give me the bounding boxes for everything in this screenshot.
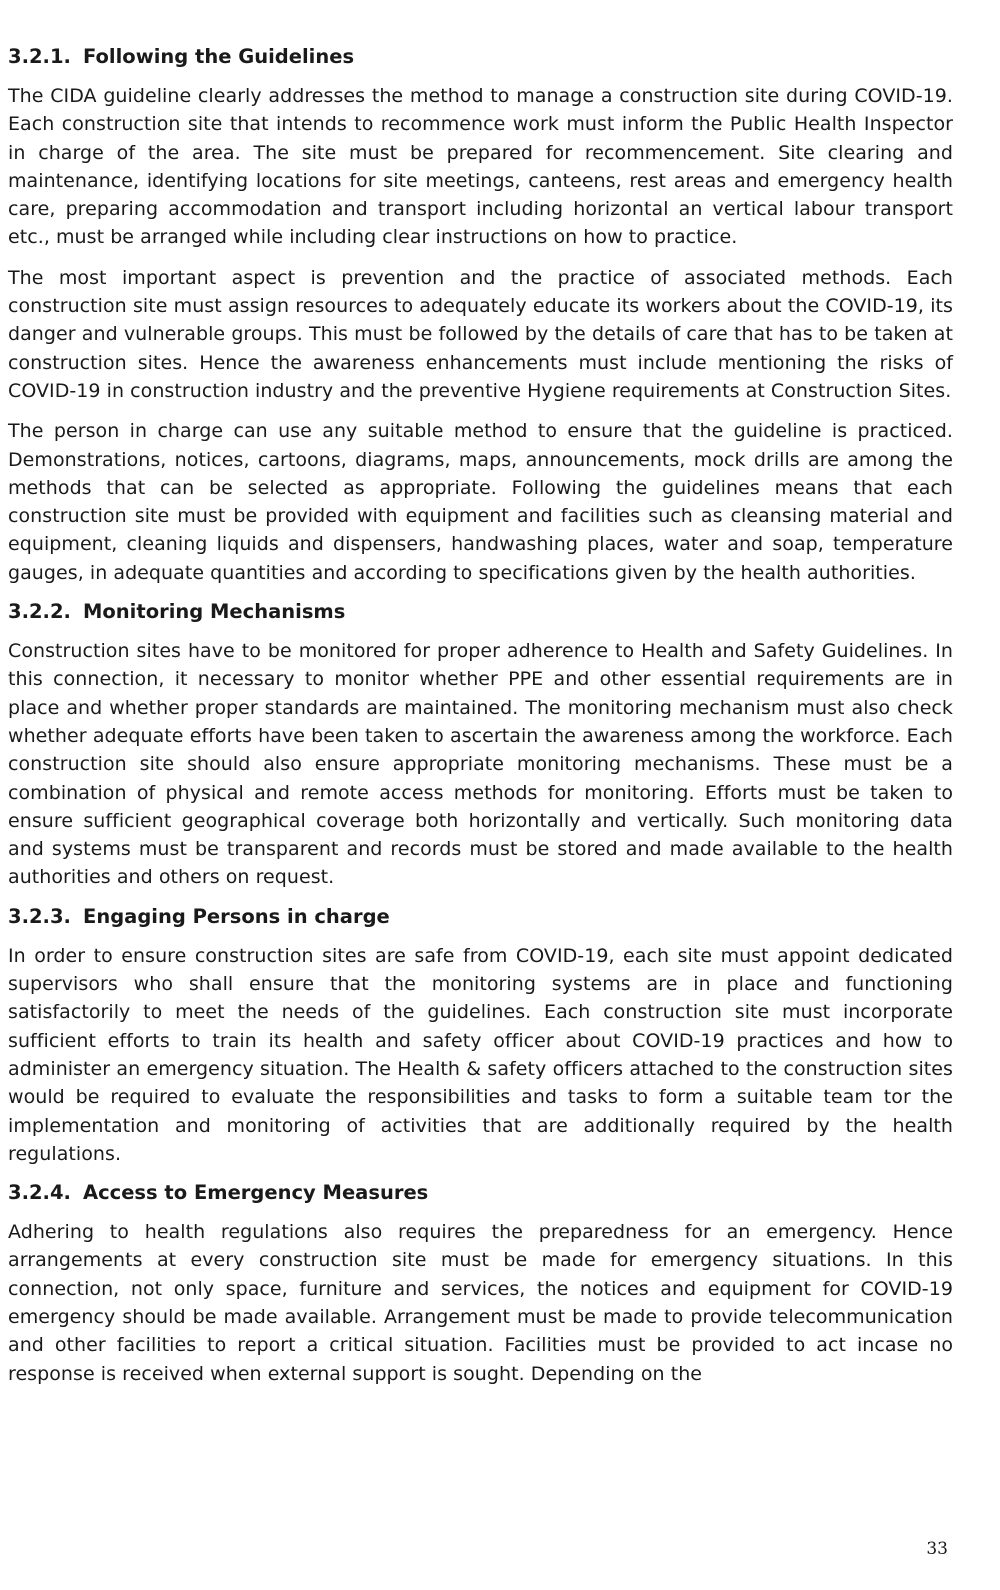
section-title: Monitoring Mechanisms [83,600,346,624]
section-3-2-3 [8,904,953,1168]
section-number: 3.2.3. [8,904,71,928]
section-number: 3.2.4. [8,1181,71,1205]
paragraph: Construction sites have to be monitored for proper adherence to Health and Safety Guidelines. In this connection, it necessary to monitor whether PPE and other essential requirements are in place and whether proper standards are maintained. The monitoring mechanism must also check whether adequate efforts have been taken to ascertain the awareness among the workforce. Each construction site should also ensure appropriate monitoring mechanisms. These must be a combination of physical and remote access methods for monitoring. Efforts must be taken to ensure sufficient geographical coverage both horizontally and vertically. Such monitoring data and systems must be transparent and records must be stored and made available to the health authorities and others on request. [8,640,953,889]
paragraph: In order to ensure construction sites are safe from COVID-19, each site must appoint dedicated supervisors who shall ensure that the monitoring systems are in place and functioning satisfactorily to meet the needs of the guidelines. Each construction site must incorporate sufficient efforts to train its health and safety officer about COVID-19 practices and how to administer an emergency situation. The Health & safety officers attached to the construction sites would be required to evaluate the responsibilities and tasks to form a suitable team tor the implementation and monitoring of activities that are additionally required by the health regulations. [8,944,953,1165]
document-page [8,44,953,1400]
section-heading [8,904,953,930]
section-heading [8,1180,953,1206]
paragraph: The most important aspect is prevention and the practice of associated methods. Each construction site must assign resources to adequately educate its workers about the COVID-19, its danger and vulnerable groups. This must be followed by the details of care that has to be taken at construction sites. Hence the awareness enhancements must include mentioning the risks of COVID-19 in construction industry and the preventive Hygiene requirements at Construction Sites. [8,266,953,402]
section-title: Engaging Persons in charge [83,904,390,928]
section-title: Following the Guidelines [83,45,355,68]
section-title: Access to Emergency Measures [83,1181,429,1205]
section-3-2-2 [8,599,953,892]
paragraph: Adhering to health regulations also requires the preparedness for an emergency. Hence arrangements at every construction site must be made for emergency situations. In this connection, not only space, furniture and services, the notices and equipment for COVID-19 emergency should be made available. Arrangement must be made to provide telecommunication and other facilities to report a critical situation. Facilities must be provided to act incase no response is received when external support is sought. Depending on the [8,1221,953,1385]
section-heading [8,44,953,70]
section-number: 3.2.2. [8,600,71,624]
section-3-2-1 [8,44,953,587]
section-number: 3.2.1. [8,45,71,68]
section-heading [8,599,953,625]
page-number: 33 [926,1539,948,1559]
paragraph: The person in charge can use any suitable method to ensure that the guideline is practiced. Demonstrations, notices, cartoons, diagrams, maps, announcements, mock drills are among the methods that can be selected as appropriate. Following the guidelines means that each construction site must be provided with equipment and facilities such as cleansing material and equipment, cleaning liquids and dispensers, handwashing places, water and soap, temperature gauges, in adequate quantities and according to specifications given by the health authorities. [8,420,953,584]
paragraph: The CIDA guideline clearly addresses the method to manage a construction site during COVID-19. Each construction site that intends to recommence work must inform the Public Health Inspector in charge of the area. The site must be prepared for recommencement. Site clearing and maintenance, identifying locations for site meetings, canteens, rest areas and emergency health care, preparing accommodation and transport including horizontal an vertical labour transport etc., must be arranged while including clear instructions on how to practice. [8,85,953,249]
section-3-2-4 [8,1180,953,1388]
